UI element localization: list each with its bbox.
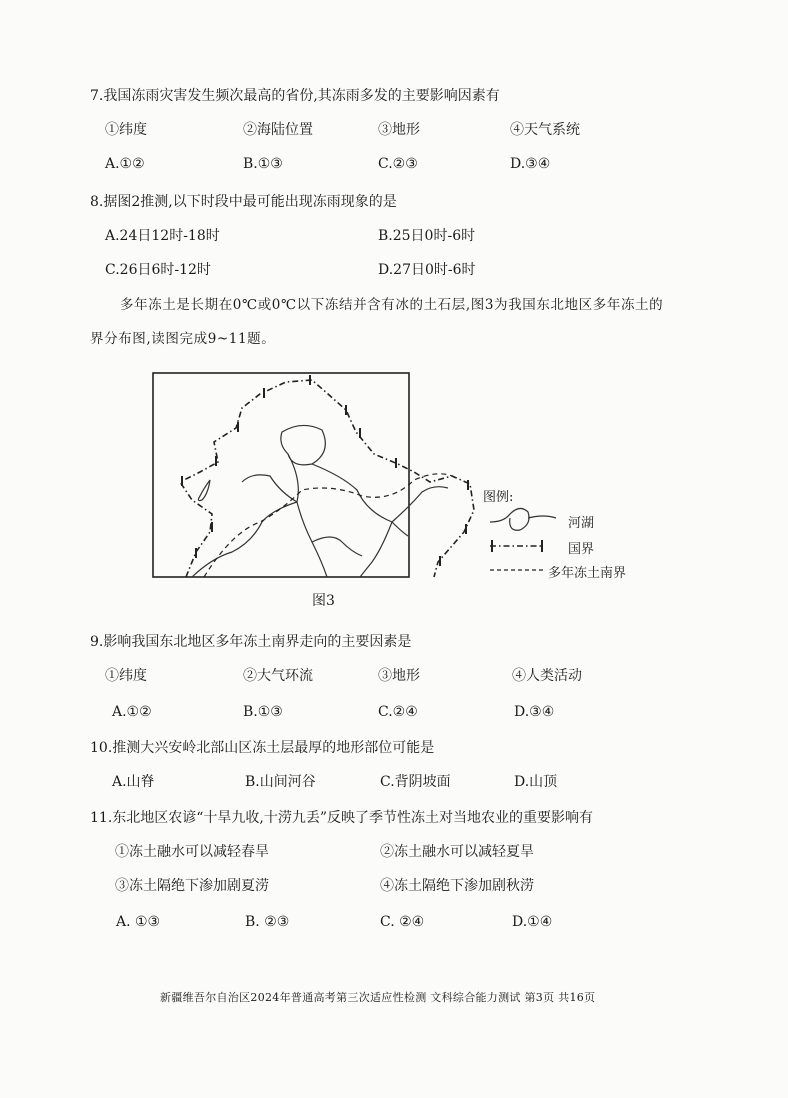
legend-label-lake: 河湖 — [568, 516, 595, 531]
q7-item-4: ④天气系统 — [510, 122, 580, 138]
intro-line-2: 界分布图,读图完成9~11题。 — [90, 331, 276, 347]
q11-item-2: ②冻土融水可以减轻夏旱 — [380, 844, 534, 860]
q8-choice-a: A.24日12时-18时 — [105, 228, 220, 244]
legend-label-border: 国界 — [568, 542, 595, 557]
q9-item-3: ③地形 — [378, 668, 420, 684]
q8-choice-b: B.25日0时-6时 — [378, 228, 476, 244]
legend-border-symbol — [490, 540, 544, 552]
q11-item-4: ④冻土隔绝下渗加剧秋涝 — [380, 878, 534, 894]
q7-choice-c: C.②③ — [378, 156, 418, 172]
q7-item-3: ③地形 — [378, 122, 420, 138]
q7-choice-a: A.①② — [105, 156, 145, 172]
intro-line-1: 多年冻土是长期在0℃或0℃以下冻结并含有冰的土石层,图3为我国东北地区多年冻土的 — [120, 297, 664, 313]
permafrost-map — [152, 372, 632, 582]
legend-label-permafrost: 多年冻土南界 — [548, 566, 627, 581]
q7-item-2: ②海陆位置 — [243, 122, 313, 138]
page-footer: 新疆维吾尔自治区2024年普通高考第三次适应性检测 文科综合能力测试 第3页 共16页 — [160, 991, 596, 1004]
figure-caption: 图3 — [312, 593, 335, 609]
q10-choice-b: B.山间河谷 — [245, 774, 316, 790]
q11-choice-c: C. ②④ — [380, 914, 425, 930]
q10-stem: 10.推测大兴安岭北部山区冻土层最厚的地形部位可能是 — [90, 740, 435, 756]
q11-item-1: ①冻土融水可以减轻春旱 — [115, 844, 269, 860]
legend-lake-symbol — [490, 508, 556, 530]
q9-choice-d: D.③④ — [514, 704, 555, 720]
q7-item-1: ①纬度 — [105, 122, 147, 138]
q10-choice-c: C.背阴坡面 — [380, 774, 451, 790]
legend-title: 图例: — [483, 490, 514, 505]
permafrost-south-boundary — [204, 474, 452, 577]
q11-choice-a: A. ①③ — [116, 914, 161, 930]
q9-choice-c: C.②④ — [378, 704, 418, 720]
q8-stem: 8.据图2推测,以下时段中最可能出现冻雨现象的是 — [90, 194, 397, 210]
q7-choice-b: B.①③ — [243, 156, 283, 172]
q7-choice-d: D.③④ — [510, 156, 551, 172]
q9-stem: 9.影响我国东北地区多年冻土南界走向的主要因素是 — [90, 634, 412, 650]
q8-choice-d: D.27日0时-6时 — [378, 262, 476, 278]
q10-choice-a: A.山脊 — [112, 774, 155, 790]
q11-stem: 11.东北地区农谚“十旱九收,十涝九丢”反映了季节性冻土对当地农业的重要影响有 — [90, 810, 594, 826]
q7-stem: 7.我国冻雨灾害发生频次最高的省份,其冻雨多发的主要影响因素有 — [90, 88, 500, 104]
q11-choice-b: B. ②③ — [245, 914, 290, 930]
q10-choice-d: D.山顶 — [514, 774, 558, 790]
q9-item-1: ①纬度 — [105, 668, 147, 684]
q9-item-4: ④人类活动 — [512, 668, 582, 684]
q11-item-3: ③冻土隔绝下渗加剧夏涝 — [115, 878, 269, 894]
national-border — [180, 380, 474, 577]
q9-item-2: ②大气环流 — [243, 668, 313, 684]
q8-choice-c: C.26日6时-12时 — [105, 262, 211, 278]
q9-choice-b: B.①③ — [243, 704, 283, 720]
map-frame — [153, 373, 409, 577]
q11-choice-d: D.①④ — [512, 914, 553, 930]
q9-choice-a: A.①② — [112, 704, 152, 720]
